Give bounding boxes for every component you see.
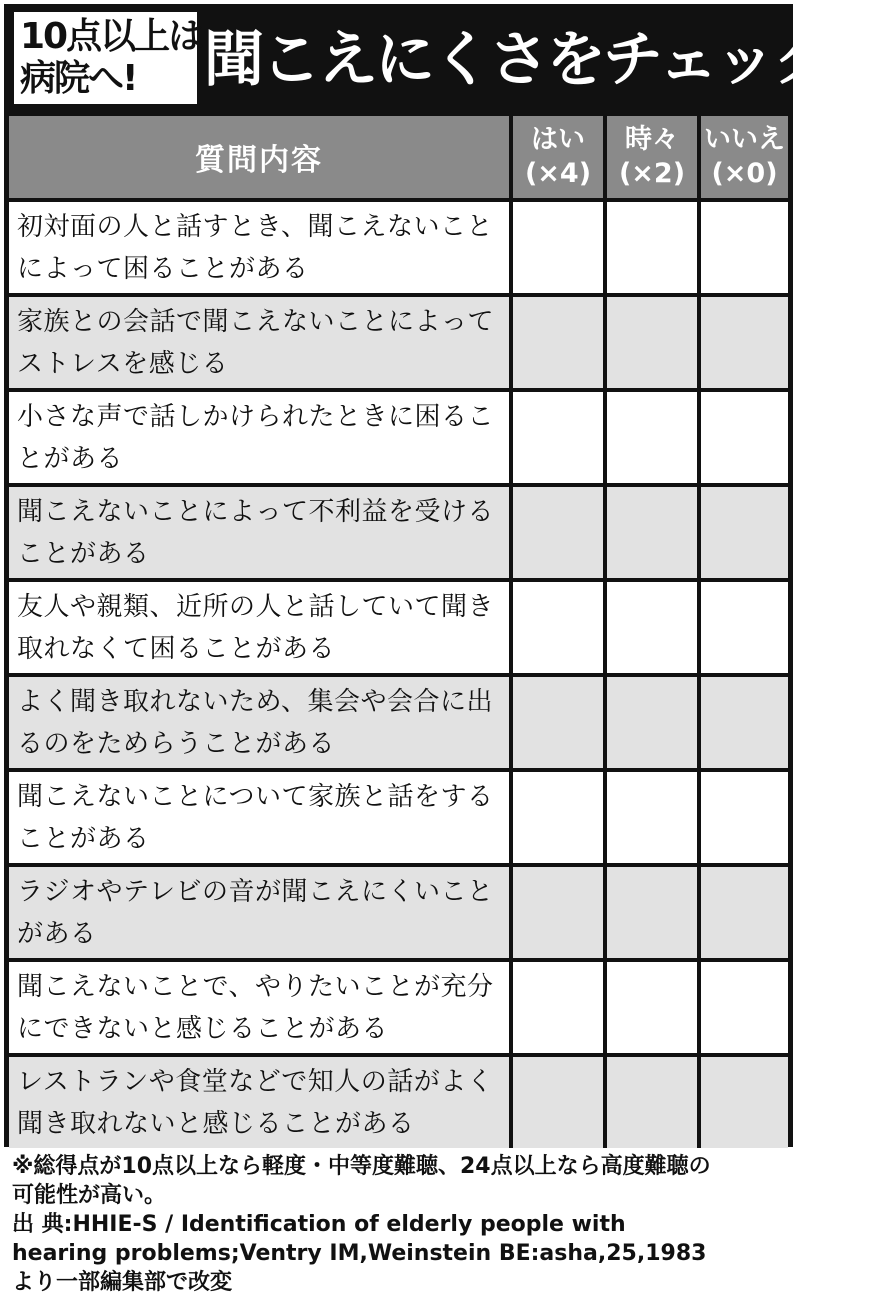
- page-title: 聞こえにくさをチェック!!: [204, 25, 878, 95]
- answer-cell-no[interactable]: [701, 1053, 788, 1148]
- answer-cell-no[interactable]: [701, 673, 788, 768]
- question-text: ラジオやテレビの音が聞こえにくいことがある: [9, 863, 513, 958]
- source-line-3: より一部編集部で改変: [12, 1270, 233, 1295]
- table-row: [9, 388, 788, 483]
- question-table: [9, 116, 788, 1148]
- source-line-1: 出 典:HHIE-S / Identification of elderly people with: [12, 1212, 626, 1237]
- answer-cell-yes[interactable]: [513, 388, 607, 483]
- question-text: よく聞き取れないため、集会や会合に出るのをためらうことがある: [9, 673, 513, 768]
- option-label: 時々: [625, 124, 679, 155]
- question-text: 聞こえないことについて家族と話をすることがある: [9, 768, 513, 863]
- answer-cell-sometimes[interactable]: [607, 863, 701, 958]
- question-text: 聞こえないことで、やりたいことが充分にできないと感じることがある: [9, 958, 513, 1053]
- answer-cell-sometimes[interactable]: [607, 768, 701, 863]
- answer-cell-sometimes[interactable]: [607, 958, 701, 1053]
- table-row: [9, 673, 788, 768]
- answer-cell-no[interactable]: [701, 958, 788, 1053]
- badge-line-1: 10点以上は: [20, 16, 203, 57]
- answer-cell-no[interactable]: [701, 768, 788, 863]
- table-row: [9, 483, 788, 578]
- option-label: いいえ: [704, 124, 785, 155]
- table-header-row: [9, 116, 788, 198]
- footer-notes: [12, 1152, 792, 1297]
- answer-cell-sometimes[interactable]: [607, 483, 701, 578]
- answer-cell-yes[interactable]: [513, 578, 607, 673]
- answer-cell-no[interactable]: [701, 293, 788, 388]
- checklist-frame: [4, 4, 878, 1147]
- answer-cell-sometimes[interactable]: [607, 1053, 701, 1148]
- table-row: [9, 958, 788, 1053]
- answer-cell-no[interactable]: [701, 483, 788, 578]
- question-column-header: 質問内容: [9, 116, 513, 198]
- option-points: (×0): [711, 158, 778, 189]
- question-text: 家族との会話で聞こえないことによってストレスを感じる: [9, 293, 513, 388]
- question-text: レストランや食堂などで知人の話がよく聞き取れないと感じることがある: [9, 1053, 513, 1148]
- answer-cell-yes[interactable]: [513, 673, 607, 768]
- scoring-note-line-2: 可能性が高い。: [12, 1183, 167, 1208]
- option-header-yes: [513, 116, 607, 198]
- answer-cell-sometimes[interactable]: [607, 673, 701, 768]
- answer-cell-sometimes[interactable]: [607, 293, 701, 388]
- answer-cell-yes[interactable]: [513, 483, 607, 578]
- option-points: (×4): [524, 158, 592, 189]
- answer-cell-yes[interactable]: [513, 863, 607, 958]
- answer-cell-no[interactable]: [701, 388, 788, 483]
- answer-cell-yes[interactable]: [513, 958, 607, 1053]
- question-text: 初対面の人と話すとき、聞こえないことによって困ることがある: [9, 198, 513, 293]
- question-text: 小さな声で話しかけられたときに困ることがある: [9, 388, 513, 483]
- question-text: 友人や親類、近所の人と話していて聞き取れなくて困ることがある: [9, 578, 513, 673]
- option-header-sometimes: [607, 116, 701, 198]
- answer-cell-yes[interactable]: [513, 768, 607, 863]
- answer-cell-yes[interactable]: [513, 198, 607, 293]
- table-row: [9, 293, 788, 388]
- table-row: [9, 198, 788, 293]
- option-points: (×2): [618, 158, 686, 189]
- source-line-2: hearing problems;Ventry IM,Weinstein BE:asha,25,1983: [12, 1241, 707, 1266]
- answer-cell-no[interactable]: [701, 578, 788, 673]
- answer-cell-no[interactable]: [701, 198, 788, 293]
- option-label: はい: [531, 124, 585, 155]
- table-row: [9, 578, 788, 673]
- scoring-note-line-1: ※総得点が10点以上なら軽度・中等度難聴、24点以上なら高度難聴の: [12, 1154, 711, 1179]
- table-row: [9, 863, 788, 958]
- question-text: 聞こえないことによって不利益を受けることがある: [9, 483, 513, 578]
- answer-cell-sometimes[interactable]: [607, 388, 701, 483]
- option-header-no: [701, 116, 788, 198]
- answer-cell-no[interactable]: [701, 863, 788, 958]
- badge-line-2: 病院へ!: [20, 58, 137, 99]
- answer-cell-yes[interactable]: [513, 1053, 607, 1148]
- answer-cell-sometimes[interactable]: [607, 198, 701, 293]
- answer-cell-yes[interactable]: [513, 293, 607, 388]
- threshold-badge: [14, 12, 203, 104]
- answer-cell-sometimes[interactable]: [607, 578, 701, 673]
- table-row: [9, 768, 788, 863]
- table-row: [9, 1053, 788, 1148]
